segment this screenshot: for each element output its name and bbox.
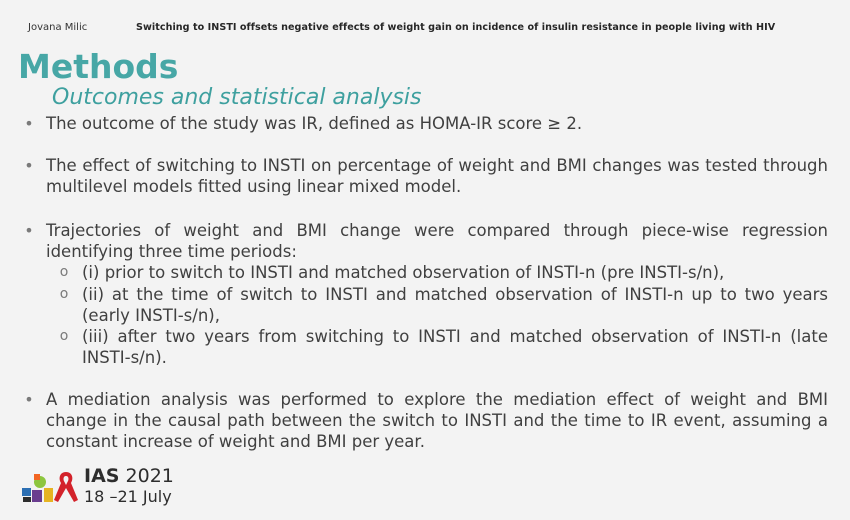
author-name: Jovana Milic — [28, 22, 88, 33]
slide-subtitle: Outcomes and statistical analysis — [52, 85, 422, 110]
sub-bullet-marker: o — [59, 264, 69, 280]
sub-bullet-period-2: (ii) at the time of switch to INSTI and matched observation of INSTI-n up to two years (early INSTI-s/n), — [82, 285, 828, 325]
red-ribbon-icon — [54, 472, 78, 502]
conference-dates: 18 –21 July — [84, 487, 172, 506]
bullet-marker: • — [24, 221, 34, 240]
bullet-marker: • — [24, 390, 34, 409]
sub-bullet-period-1: (i) prior to switch to INSTI and matched observation of INSTI-n (pre INSTI-s/n), — [82, 263, 725, 282]
ias-logo-text — [84, 466, 174, 486]
slide-header — [28, 22, 850, 38]
presentation-title: Switching to INSTI offsets negative effects of weight gain on incidence of insulin resistance in people living with HIV — [136, 22, 776, 33]
bullet-trajectories: Trajectories of weight and BMI change were compared through piece-wise regression identifying three time periods: — [46, 221, 828, 261]
bullet-marker: • — [24, 156, 34, 175]
slide-title: Methods — [18, 47, 179, 86]
bullet-multilevel-models: The effect of switching to INSTI on percentage of weight and BMI changes was tested through multilevel models fitted using linear mixed model. — [46, 156, 828, 196]
ias-year: 2021 — [125, 465, 174, 487]
ias-name: IAS — [84, 465, 120, 487]
sub-bullet-marker: o — [59, 286, 69, 302]
bullet-outcome: The outcome of the study was IR, defined as HOMA-IR score ≥ 2. — [46, 114, 583, 133]
sub-bullet-marker: o — [59, 328, 69, 344]
sub-bullet-period-3: (iii) after two years from switching to INSTI and matched observation of INSTI-n (late INSTI-s/n). — [82, 327, 828, 367]
conference-emblem-icon — [20, 466, 80, 506]
bullet-mediation-analysis: A mediation analysis was performed to explore the mediation effect of weight and BMI change in the causal path between the switch to INSTI and the time to IR event, assuming a constant increase of weight and BMI per year. — [46, 390, 828, 451]
bullet-marker: • — [24, 114, 34, 133]
